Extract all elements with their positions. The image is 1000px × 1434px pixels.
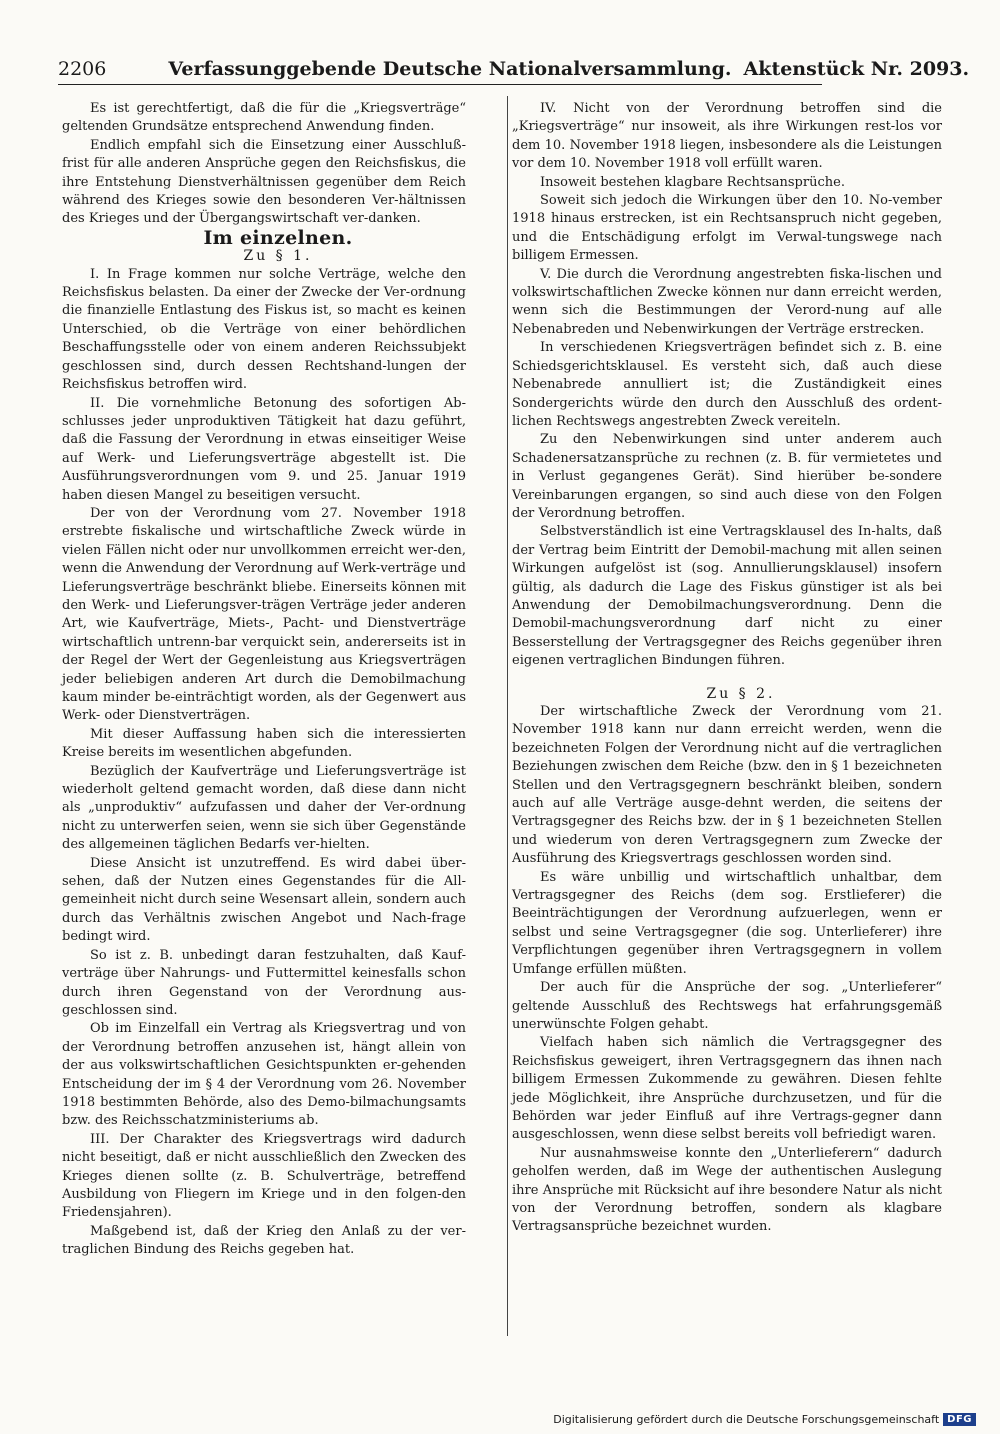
paragraph: IV. Nicht von der Verordnung betroffen sind die „Kriegsverträge“ nur insoweit, als ihre Wirkungen rest-los vor dem 10. November 1918 liegen, insbesondere als die Leistungen vor dem 10. November 1918 voll erfüllt waren. [512, 101, 942, 172]
paragraph: Der wirtschaftliche Zweck der Verordnung vom 21. November 1918 kann nur dann erreicht werden, wenn die bezeichneten Folgen der Verordnung nicht auf die vertraglichen Beziehungen zwischen dem Reiche (bzw. den in § 1 bezeichneten Stellen und den Vertragsgegnern beschränkt bleiben, sondern auch auf alle Verträge ausge-dehnt werden, die seitens der Vertragsgegner des Reichs bzw. der in § 1 bezeichneten Stellen und wiederum von deren Vertragsgegnern zum Zwecke der Ausführung des Kriegsvertrags geschlossen worden sind. [512, 704, 942, 867]
subsection-heading: Zu § 1. [243, 248, 313, 265]
paragraph: Der auch für die Ansprüche der sog. „Unterlieferer“ geltende Ausschluß des Rechtswegs hat erfahrungsgemäß unerwünschte Folgen gehabt. [512, 980, 942, 1032]
paragraph: Nur ausnahmsweise konnte den „Unterlieferern“ dadurch geholfen werden, daß im Wege der authentischen Auslegung ihre Ansprüche mit Rücksicht auf ihre besondere Natur als nicht von der Verordnung betroffen, sondern als klagbare Vertragsansprüche bezeichnet wurden. [512, 1145, 942, 1235]
dfg-logo-icon: DFG [943, 1413, 976, 1426]
paragraph: Mit dieser Auffassung haben sich die interessierten Kreise bereits im wesentlichen abgefunden. [62, 726, 466, 761]
subsection-heading: Zu § 2. [706, 685, 776, 702]
paragraph: III. Der Charakter des Kriegsvertrags wird dadurch nicht beseitigt, daß er nicht ausschließlich den Zwecken des Krieges dienen sollte (z. B. Schulverträge, betreffend Ausbildung von Fliegern im Kriege und in den folgen-den Friedensjahren). [62, 1131, 466, 1221]
right-column [512, 100, 942, 1237]
paragraph: Insoweit bestehen klagbare Rechtsansprüche. [540, 174, 845, 190]
paragraph: Selbstverständlich ist eine Vertragsklausel des In-halts, daß der Vertrag beim Eintritt der Demobil-machung mit allen seinen Wirkungen aufgelöst ist (sog. Annullierungsklausel) insofern gültig, als dadurch die Lage des Fiskus günstiger ist als bei Anwendung der Demobilmachungsverordnung. Denn die Demobil-machungsverordnung darf nicht zu einer Besserstellung der Vertragsgegner des Reichs gegenüber ihren eigenen vertraglichen Bindungen führen. [512, 524, 942, 669]
document-number: Aktenstück Nr. 2093. [743, 58, 970, 80]
paragraph: In verschiedenen Kriegsverträgen befindet sich z. B. eine Schiedsgerichtsklausel. Es versteht sich, daß auch diese Nebenabrede annulliert ist; die Zuständigkeit eines Sondergerichts würde den durch den Ausschluß des ordent-lichen Rechtswegs angestrebten Zweck vereiteln. [512, 340, 942, 429]
paragraph: Ob im Einzelfall ein Vertrag als Kriegsvertrag und von der Verordnung betroffen anzusehen ist, hängt allein von der aus volkswirtschaftlichen Gesichtspunkten er-gehenden Entscheidung der im § 4 der Verordnung vom 26. November 1918 bestimmten Behörde, also des Demo-bilmachungsamts bzw. des Reichsschatzministeriums ab. [62, 1021, 466, 1129]
paragraph: Der von der Verordnung vom 27. November 1918 erstrebte fiskalische und wirtschaftliche Zweck würde in vielen Fällen nicht oder nur unvollkommen erreicht wer-den, wenn die Anwendung der Verordnung auf Werk-verträge und Lieferungsverträge beschränkt bliebe. Einerseits können mit den Werk- und Lieferungsver-trägen Verträge jeder anderen Art, wie Kaufverträge, Miets-, Pacht- und Dienstverträge wirtschaftlich untrenn-bar verquickt sein, andererseits ist in der Regel der Wert der Gegenleistung aus Kriegsverträgen jeder beliebigen anderen Art durch die Demobilmachung kaum minder be-einträchtigt worden, als der Gegenwert aus Werk- oder Dienstverträgen. [62, 505, 466, 724]
paragraph: Bezüglich der Kaufverträge und Lieferungsverträge ist wiederholt geltend gemacht worden, daß diese dann nicht als „unproduktiv“ aufzufassen und daher der Ver-ordnung nicht zu unterwerfen seien, wenn sie sich über Gegenstände des allgemeinen täglichen Bedarfs ver-hielten. [62, 763, 466, 853]
credit-text: Digitalisierung gefördert durch die Deutsche Forschungsgemeinschaft [553, 1413, 940, 1426]
digitization-credit [553, 1413, 976, 1426]
paragraph: Diese Ansicht ist unzutreffend. Es wird dabei über-sehen, daß der Nutzen eines Gegenstandes für die All-gemeinheit nicht durch seine Wesensart allein, sondern auch durch das Verhältnis zwischen Angebot und Nach-frage bedingt wird. [62, 855, 466, 945]
paragraph: Endlich empfahl sich die Einsetzung einer Ausschluß-frist für alle anderen Ansprüche gegen den Reichsfiskus, die ihre Entstehung Dienstverhältnissen gegenüber dem Reich während des Krieges sowie den besonderen Ver-hältnissen des Krieges und der Übergangswirtschaft ver-danken. [62, 137, 466, 227]
paragraph: Soweit sich jedoch die Wirkungen über den 10. No-vember 1918 hinaus erstrecken, ist ein Rechtsanspruch nicht gegeben, und die Entschädigung erfolgt im Verwal-tungswege nach billigem Ermessen. [512, 193, 942, 264]
paragraph: So ist z. B. unbedingt daran festzuhalten, daß Kauf-verträge über Nahrungs- und Futtermittel keinesfalls schon durch ihren Gegenstand von der Verordnung aus-geschlossen sind. [62, 947, 466, 1018]
document-title: Verfassunggebende Deutsche Nationalversammlung. [168, 58, 732, 80]
paragraph: Vielfach haben sich nämlich die Vertragsgegner des Reichsfiskus geweigert, ihren Vertragsgegnern das ihnen nach billigem Ermessen Zukommende zu gewähren. Diesen fehlte jede Möglichkeit, ihre Ansprüche durchzusetzen, und für die Behörden war jeder Einfluß auf ihre Vertrags-gegner dann ausgeschlossen, wenn diese selbst bereits voll befriedigt waren. [512, 1035, 942, 1143]
column-divider [507, 96, 508, 1336]
left-column [62, 100, 466, 1260]
paragraph: Maßgebend ist, daß der Krieg den Anlaß zu der ver-traglichen Bindung des Reichs gegeben hat. [62, 1223, 466, 1258]
section-heading: Im einzelnen. [203, 226, 353, 249]
page-header [58, 58, 970, 85]
paragraph: Es ist gerechtfertigt, daß die für die „Kriegsverträge“ geltenden Grundsätze entsprechend Anwendung finden. [62, 101, 466, 135]
paragraph: II. Die vornehmliche Betonung des sofortigen Ab-schlusses jeder unproduktiven Tätigkeit hat dazu geführt, daß die Fassung der Verordnung in etwas einseitiger Weise auf Werk- und Lieferungsverträge abgestellt ist. Die Ausführungsverordnungen vom 9. und 25. Januar 1919 haben diesen Mangel zu beseitigen versucht. [62, 395, 466, 503]
page-number: 2206 [58, 58, 107, 80]
paragraph: Es wäre unbillig und wirtschaftlich unhaltbar, dem Vertragsgegner des Reichs (dem sog. Erstlieferer) die Beeinträchtigungen der Verordnung aufzuerlegen, wenn er selbst und seine Vertragsgegner (die sog. Unterlieferer) ihre Verpflichtungen gegenüber ihren Vertragsgegnern in vollem Umfange erfüllen müßten. [512, 869, 942, 977]
paragraph: I. In Frage kommen nur solche Verträge, welche den Reichsfiskus belasten. Da einer der Zwecke der Ver-ordnung die finanzielle Entlastung des Fiskus ist, so macht es keinen Unterschied, ob die Verträge von einer behördlichen Beschaffungsstelle oder von einem anderen Reichssubjekt geschlossen sind, durch dessen Rechtshand-lungen der Reichsfiskus betroffen wird. [62, 266, 466, 393]
paragraph: Zu den Nebenwirkungen sind unter anderem auch Schadenersatzansprüche zu rechnen (z. B. für vermietetes und in Verlust gegangenes Gerät). Sind hierüber be-sondere Vereinbarungen ergangen, so sind auch diese von den Folgen der Verordnung betroffen. [512, 432, 942, 521]
paragraph: V. Die durch die Verordnung angestrebten fiska-lischen und volkswirtschaftlichen Zwecke können nur dann erreicht werden, wenn sich die Bestimmungen der Verord-nung auf alle Nebenabreden und Nebenwirkungen der Verträge erstrecken. [512, 266, 942, 337]
